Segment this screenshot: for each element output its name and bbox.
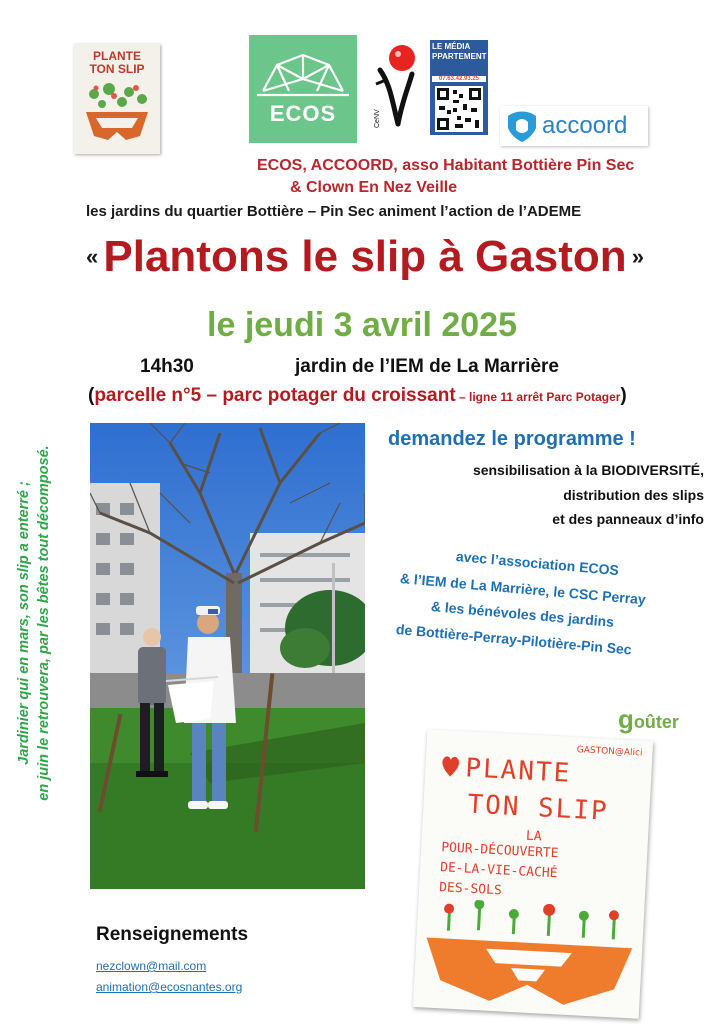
proverb-line2: en juin le retrouvera, par les bêtes tout décomposé. xyxy=(36,445,52,801)
gouter-label xyxy=(618,704,679,735)
parcel-close-paren: ) xyxy=(620,385,627,406)
child-drawing xyxy=(413,729,653,1018)
email-link-ecosnantes[interactable]: animation@ecosnantes.org xyxy=(96,980,243,994)
event-title: Plantons le slip à Gaston xyxy=(103,232,627,281)
program-item-panels: et des panneaux d’info xyxy=(552,511,704,527)
gouter-first-letter: g xyxy=(618,704,634,734)
media-phone: 07.63.42.93.25 xyxy=(432,76,486,82)
drawing-slip-illustration xyxy=(413,897,644,1019)
organizers-line1: ECOS, ACCOORD, asso Habitant Bottière Pin Sec xyxy=(257,157,635,174)
subtitle: les jardins du quartier Bottière – Pin Sec animent l’action de l’ADEME xyxy=(86,203,582,220)
vertical-proverb xyxy=(14,368,54,878)
drawing-heart-icon xyxy=(439,752,462,779)
drawing-signature: GASTON@Alici xyxy=(576,745,643,759)
drawing-line2: TON SLIP xyxy=(466,789,610,827)
gouter-rest: oûter xyxy=(633,712,679,732)
drawing-sub1: LA xyxy=(525,828,543,845)
drawing-sub3: DE-LA-VIE-CACHÉ xyxy=(439,860,558,882)
organizers-line2: & Clown En Nez Veille xyxy=(290,179,458,196)
accoord-logo xyxy=(500,106,648,146)
clown-caption: CeNV xyxy=(374,109,381,128)
accoord-shield-icon xyxy=(504,108,540,144)
drawing-sub2: POUR-DÉCOUVERTE xyxy=(440,840,559,862)
event-time: 14h30 xyxy=(140,356,194,377)
qr-code-icon xyxy=(435,86,483,132)
program-heading: demandez le programme ! xyxy=(388,428,636,450)
program-item-biodiversity: sensibilisation à la BIODIVERSITÉ, xyxy=(472,462,704,478)
drawing-line1: PLANTE xyxy=(464,753,573,789)
parcel-info xyxy=(88,385,627,407)
book-title-line1: PLANTE xyxy=(93,49,141,63)
proverb-line1: Jardinier qui en mars, son slip a enterré ; xyxy=(16,481,32,765)
media-line1: LE MÉDIA xyxy=(432,42,471,51)
event-date: le jeudi 3 avril 2025 xyxy=(207,306,517,344)
vertical-proverb-text xyxy=(14,378,54,868)
partner-line3: & les bénévoles des jardins xyxy=(430,598,615,630)
book-illustration xyxy=(74,44,160,154)
parcel-open-paren: ( xyxy=(88,385,95,406)
partner-line2: & l’IEM de La Marrière, le CSC Perray xyxy=(399,570,647,608)
ecos-label: ECOS xyxy=(269,101,337,126)
event-place: jardin de l’IEM de La Marrière xyxy=(295,356,559,377)
book-title-line2: TON SLIP xyxy=(89,62,145,76)
contact-heading: Renseignements xyxy=(96,924,249,945)
drawing-sub4: DES-SOLS xyxy=(438,880,503,899)
book-cover-logo xyxy=(74,44,160,154)
bus-line-info: – ligne 11 arrêt Parc Potager xyxy=(455,390,621,404)
partner-line1: avec l’association ECOS xyxy=(455,548,620,579)
event-title-row xyxy=(40,232,690,282)
media-appartement-logo xyxy=(430,40,488,135)
media-line2: PPARTEMENT xyxy=(432,52,487,61)
partner-line4: de Bottière-Perray-Pilotière-Pin Sec xyxy=(395,621,633,658)
clown-logo xyxy=(372,40,424,140)
close-quote: » xyxy=(631,244,644,269)
ecos-logo xyxy=(249,35,357,143)
geodesic-dome-icon xyxy=(249,35,357,105)
parcel-text: parcelle n°5 – parc potager du croissant xyxy=(94,385,456,406)
garden-photo xyxy=(90,423,365,889)
open-quote: « xyxy=(86,244,99,269)
accoord-label: accoord xyxy=(542,112,628,139)
email-link-nezclown[interactable]: nezclown@mail.com xyxy=(96,959,207,973)
program-item-distribution: distribution des slips xyxy=(563,487,704,503)
